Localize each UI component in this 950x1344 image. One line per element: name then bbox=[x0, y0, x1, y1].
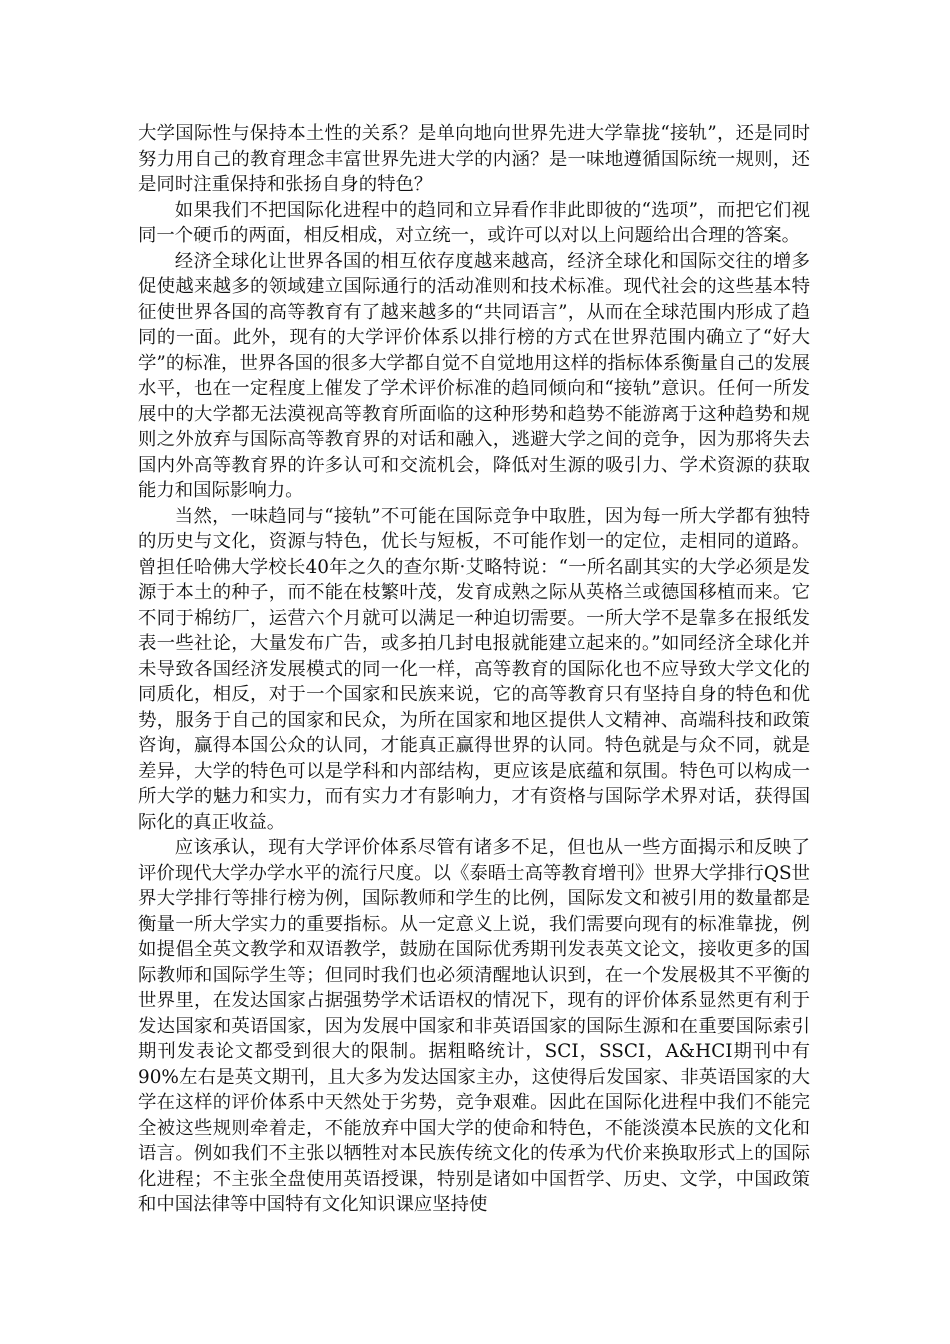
paragraph-2: 如果我们不把国际化进程中的趋同和立异看作非此即彼的“选项”，而把它们视同一个硬币的两面，相反相成，对立统一，或许可以对以上问题给出合理的答案。 bbox=[138, 199, 810, 246]
paragraph-4: 当然，一味趋同与“接轨”不可能在国际竞争中取胜，因为每一所大学都有独特的历史与文化，资源与特色，优长与短板，不可能作划一的定位，走相同的道路。曾担任哈佛大学校长40年之久的查尔斯·艾略特说：“一所名副其实的大学必须是发源于本土的种子，而不能在枝繁叶茂，发育成熟之际从英格兰或德国移植而来。它不同于棉纺厂，运营六个月就可以满足一种迫切需要。一所大学不是靠多在报纸发表一些社论，大量发布广告，或多拍几封电报就能建立起来的。”如同经济全球化并未导致各国经济发展模式的同一化一样，高等教育的国际化也不应导致大学文化的同质化，相反，对于一个国家和民族来说，它的高等教育只有坚持自身的特色和优势，服务于自己的国家和民众，为所在国家和地区提供人文精神、高端科技和政策咨询，赢得本国公众的认同，才能真正赢得世界的认同。特色就是与众不同，就是差异，大学的特色可以是学科和内部结构，更应该是底蕴和氛围。特色可以构成一所大学的魅力和实力，而有实力才有影响力，才有资格与国际学术界对话，获得国际化的真正收益。 bbox=[138, 505, 810, 833]
document-page bbox=[138, 121, 810, 1218]
paragraph-5: 应该承认，现有大学评价体系尽管有诸多不足，但也从一些方面揭示和反映了评价现代大学办学水平的流行尺度。以《泰晤士高等教育增刊》世界大学排行QS世界大学排行等排行榜为例，国际教师和学生的比例，国际发文和被引用的数量都是衡量一所大学实力的重要指标。从一定意义上说，我们需要向现有的标准靠拢，例如提倡全英文教学和双语教学，鼓励在国际优秀期刊发表英文论文，接收更多的国际教师和国际学生等；但同时我们也必须清醒地认识到，在一个发展极其不平衡的世界里，在发达国家占据强势学术话语权的情况下，现有的评价体系显然更有利于发达国家和英语国家，因为发展中国家和非英语国家的国际生源和在重要国际索引期刊发表论文都受到很大的限制。据粗略统计，SCI，SSCI，A&HCI期刊中有90%左右是英文期刊，且大多为发达国家主办，这使得后发国家、非英语国家的大学在这样的评价体系中天然处于劣势，竞争艰难。因此在国际化进程中我们不能完全被这些规则牵着走，不能放弃中国大学的使命和特色，不能淡漠本民族的文化和语言。例如我们不主张以牺牲对本民族传统文化的传承为代价来换取形式上的国际化进程；不主张全盘使用英语授课，特别是诸如中国哲学、历史、文学，中国政策和中国法律等中国特有文化知识课应坚持使 bbox=[138, 837, 810, 1215]
paragraph-3: 经济全球化让世界各国的相互依存度越来越高，经济全球化和国际交往的增多促使越来越多的领域建立国际通行的活动准则和技术标准。现代社会的这些基本特征使世界各国的高等教育有了越来越多的“共同语言”，从而在全球范围内形成了趋同的一面。此外，现有的大学评价体系以排行榜的方式在世界范围内确立了“好大学”的标准，世界各国的很多大学都自觉不自觉地用这样的指标体系衡量自己的发展水平，也在一定程度上催发了学术评价标准的趋同倾向和“接轨”意识。任何一所发展中的大学都无法漠视高等教育所面临的这种形势和趋势不能游离于这种趋势和规则之外放弃与国际高等教育界的对话和融入，逃避大学之间的竞争，因为那将失去国内外高等教育界的许多认可和交流机会，降低对生源的吸引力、学术资源的获取能力和国际影响力。 bbox=[138, 250, 810, 501]
paragraph-1: 大学国际性与保持本土性的关系？是单向地向世界先进大学靠拢“接轨”，还是同时努力用自己的教育理念丰富世界先进大学的内涵？是一味地遵循国际统一规则，还是同时注重保持和张扬自身的特色？ bbox=[138, 123, 810, 195]
